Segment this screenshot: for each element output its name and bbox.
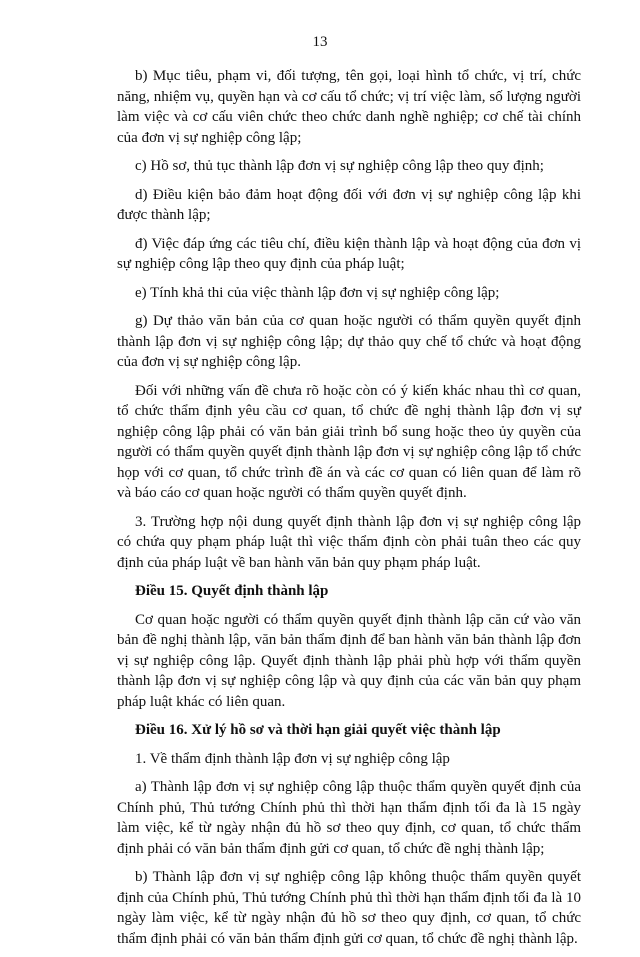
paragraph-item-e: e) Tính khả thi của việc thành lập đơn vị sự nghiệp công lập; xyxy=(135,284,500,301)
article-16-item-b: b) Thành lập đơn vị sự nghiệp công lập không thuộc thẩm quyền quyết định của Chính phủ, Thủ tướng Chính phủ thì thời hạn thẩm định tối đa là 10 ngày làm việc, kể từ ngày nhận đủ hồ sơ theo quy định, cơ quan, tổ chức thẩm định phải có văn bản thẩm định gửi cơ quan, tổ chức đề nghị thành lập. xyxy=(117,869,581,947)
paragraph-item-c: c) Hồ sơ, thủ tục thành lập đơn vị sự nghiệp công lập theo quy định; xyxy=(135,158,544,174)
document-body xyxy=(117,66,581,957)
article-15-heading: Điều 15. Quyết định thành lập xyxy=(135,583,329,599)
article-16-item-a: a) Thành lập đơn vị sự nghiệp công lập thuộc thẩm quyền quyết định của Chính phủ, Thủ tướng Chính phủ thì thời hạn thẩm định tối đa là 15 ngày làm việc, kể từ ngày nhận đủ hồ sơ theo quy định, cơ quan, tổ chức thẩm định phải có văn bản thẩm định gửi cơ quan, tổ chức đề nghị thành lập; xyxy=(117,779,581,857)
page-number: 13 xyxy=(312,34,328,50)
paragraph-clause-3: 3. Trường hợp nội dung quyết định thành lập đơn vị sự nghiệp công lập có chứa quy phạm pháp luật thì việc thẩm định còn phải tuân theo các quy định của pháp luật về ban hành văn bản quy phạm pháp luật. xyxy=(117,513,581,571)
article-16-clause-1: 1. Về thẩm định thành lập đơn vị sự nghiệp công lập xyxy=(135,750,450,767)
paragraph-unresolved-issues: Đối với những vấn đề chưa rõ hoặc còn có ý kiến khác nhau thì cơ quan, tổ chức thẩm định yêu cầu cơ quan, tổ chức đề nghị thành lập đơn vị sự nghiệp công lập phải có văn bản giải trình bổ sung hoặc theo ủy quyền của người có thẩm quyền quyết định thành lập đơn vị sự nghiệp công lập tổ chức họp với cơ quan, tổ chức trình đề án và các cơ quan có liên quan để làm rõ và báo cáo cơ quan hoặc người có thẩm quyền quyết định. xyxy=(117,382,581,501)
paragraph-item-d: d) Điều kiện bảo đảm hoạt động đối với đơn vị sự nghiệp công lập khi được thành lập; xyxy=(117,186,581,223)
paragraph-item-b: b) Mục tiêu, phạm vi, đối tượng, tên gọi, loại hình tổ chức, vị trí, chức năng, nhiệm vụ, quyền hạn và cơ cấu tổ chức; vị trí việc làm, số lượng người làm việc và cơ cấu viên chức theo chức danh nghề nghiệp; cơ chế tài chính của đơn vị sự nghiệp công lập; xyxy=(117,68,581,146)
paragraph-item-g: g) Dự thảo văn bản của cơ quan hoặc người có thẩm quyền quyết định thành lập đơn vị sự nghiệp công lập; dự thảo quy chế tổ chức và hoạt động của đơn vị sự nghiệp công lập. xyxy=(117,313,581,370)
paragraph-item-dd: đ) Việc đáp ứng các tiêu chí, điều kiện thành lập và hoạt động của đơn vị sự nghiệp công lập theo quy định của pháp luật; xyxy=(117,235,581,272)
article-15-body: Cơ quan hoặc người có thẩm quyền quyết định thành lập căn cứ vào văn bản đề nghị thành lập, văn bản thẩm định để ban hành văn bản thành lập đơn vị sự nghiệp công lập. Quyết định thành lập phải phù hợp với thẩm quyền thành lập đơn vị sự nghiệp công lập và quy định của các văn bản quy phạm pháp luật khác có liên quan. xyxy=(117,611,581,710)
article-16-heading: Điều 16. Xử lý hồ sơ và thời hạn giải quyết việc thành lập xyxy=(135,722,501,738)
